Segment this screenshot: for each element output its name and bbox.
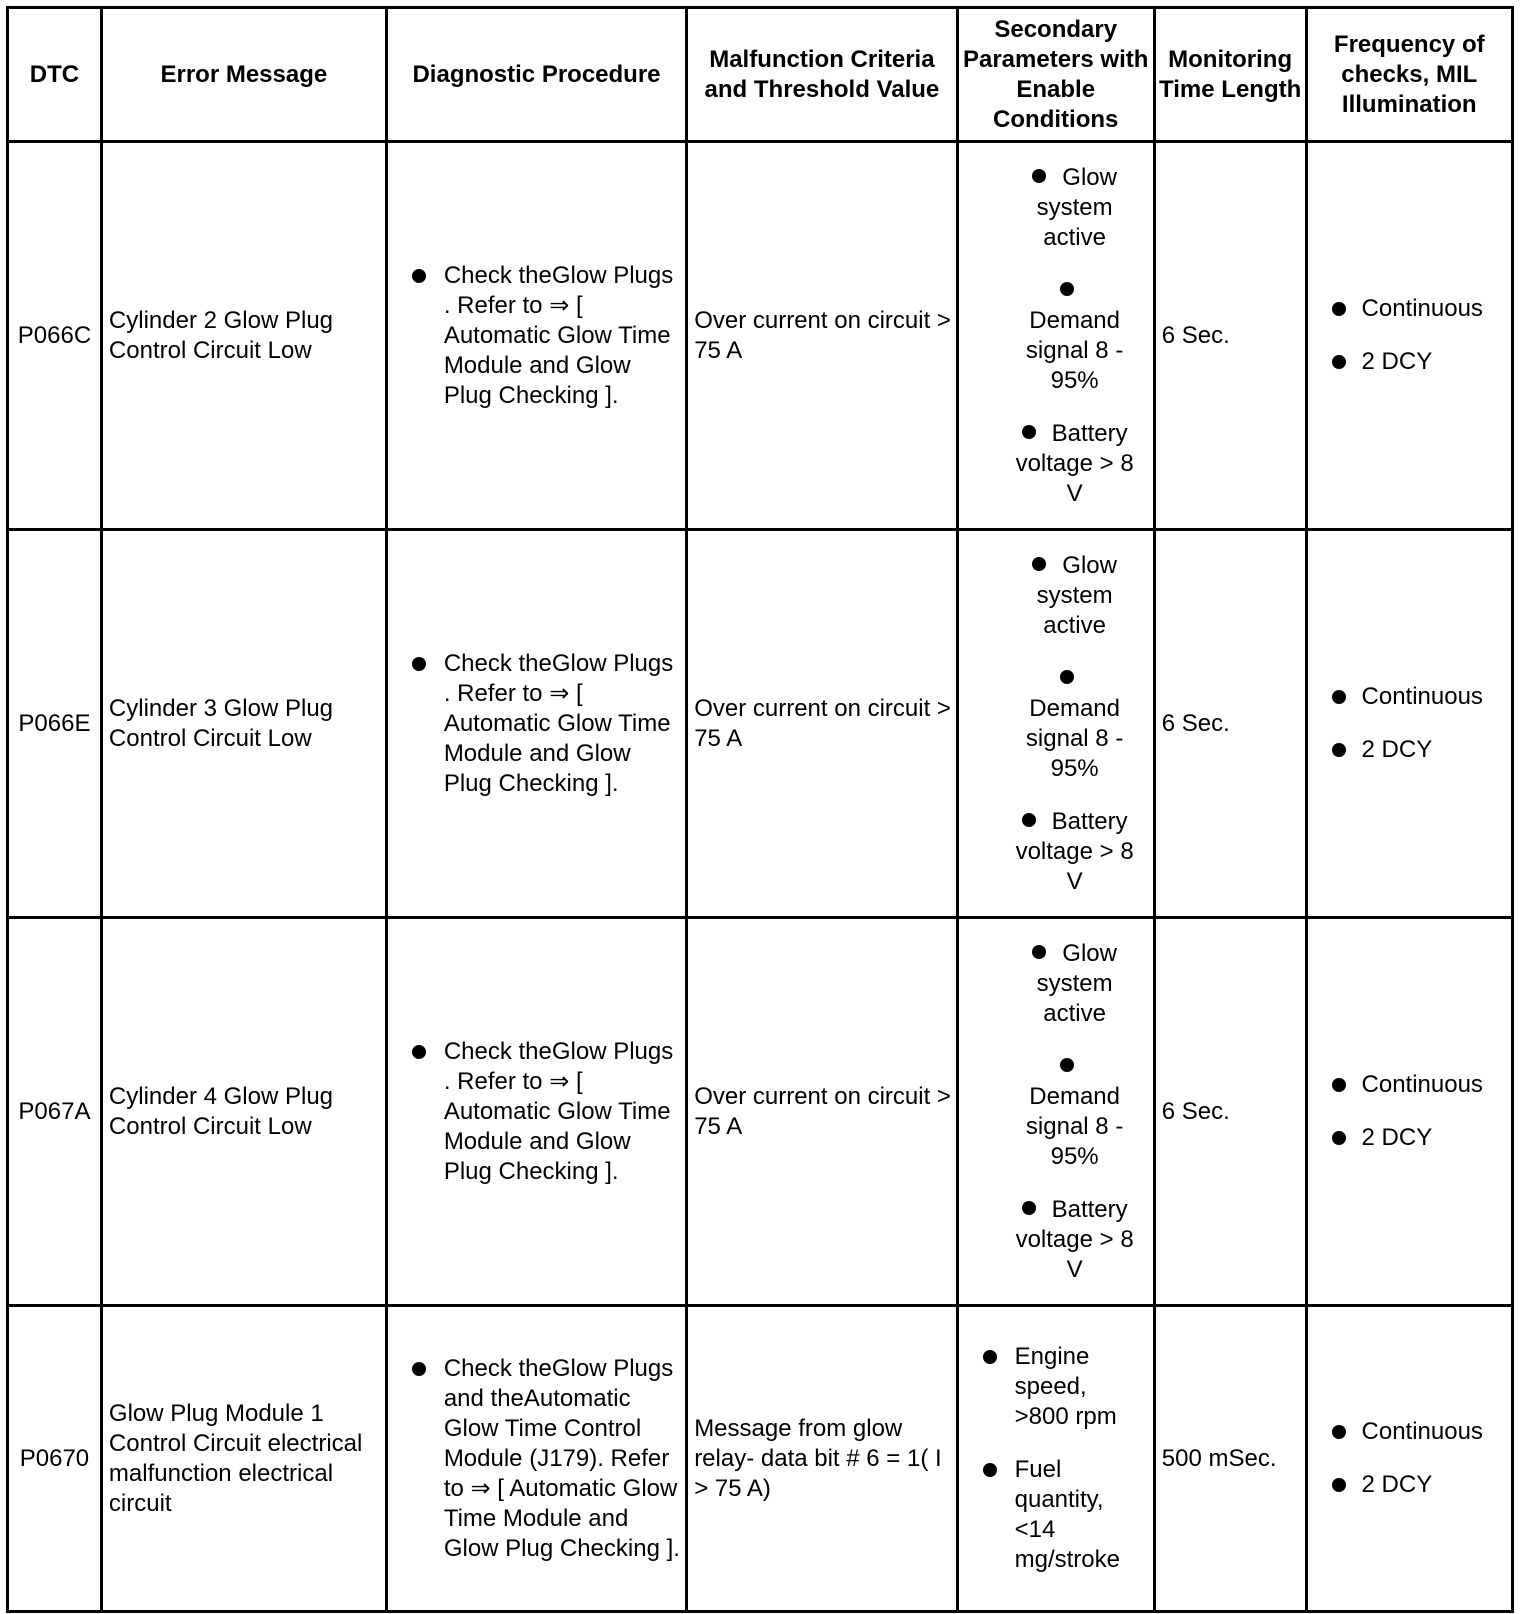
frequency-text: 2 DCY <box>1361 736 1433 763</box>
bullet-icon <box>1060 670 1074 684</box>
list-item <box>444 1037 681 1187</box>
table-row <box>8 142 1513 530</box>
bullet-icon <box>1022 813 1036 827</box>
list-item <box>1362 682 1511 712</box>
dtc-code: P067A <box>8 918 102 1306</box>
secondary-parameters <box>957 530 1154 918</box>
list-item <box>1362 294 1511 324</box>
dtc-table <box>6 6 1514 1613</box>
monitoring-time: 6 Sec. <box>1154 142 1306 530</box>
parameter-text: Battery voltage > 8 V <box>1015 1195 1134 1283</box>
parameter-text: Glow system active <box>1036 163 1117 251</box>
parameter-text: Glow system active <box>1036 939 1117 1027</box>
frequency <box>1306 142 1512 530</box>
list-item <box>444 649 681 799</box>
diagnostic-procedure <box>386 142 686 530</box>
bullet-icon <box>412 1045 426 1059</box>
bullet-icon <box>412 1362 426 1376</box>
bullet-icon <box>1060 1058 1074 1072</box>
frequency <box>1306 918 1512 1306</box>
parameter-text: Demand signal 8 - 95% <box>1025 1082 1124 1170</box>
list-item <box>1015 276 1135 396</box>
malfunction-criteria: Message from glow relay- data bit # 6 = 1( I > 75 A) <box>687 1306 957 1612</box>
procedure-text: Check theGlow Plugs and theAutomatic Glow Time Control Module (J179). Refer to ⇒ [ Automatic Glow Time Module and Glow Plug Checking ]. <box>443 1354 680 1562</box>
parameter-text: Demand signal 8 - 95% <box>1025 694 1124 782</box>
procedure-text: Check theGlow Plugs . Refer to ⇒ [ Automatic Glow Time Module and Glow Plug Checking ]. <box>443 261 674 409</box>
bullet-icon <box>1022 1201 1036 1215</box>
header-frequency: Frequency of checks, MIL Illumination <box>1306 8 1512 142</box>
procedure-text: Check theGlow Plugs . Refer to ⇒ [ Automatic Glow Time Module and Glow Plug Checking ]. <box>443 649 674 797</box>
list-item <box>444 261 681 411</box>
list-item <box>1362 1417 1511 1447</box>
bullet-icon <box>1032 557 1046 571</box>
malfunction-criteria: Over current on circuit > 75 A <box>687 142 957 530</box>
bullet-icon <box>1332 1425 1346 1439</box>
header-secondary-parameters: Secondary Parameters with Enable Conditions <box>957 8 1154 142</box>
secondary-parameters <box>957 918 1154 1306</box>
bullet-icon <box>1332 1078 1346 1092</box>
bullet-icon <box>412 269 426 283</box>
secondary-parameters <box>957 1306 1154 1612</box>
bullet-icon <box>983 1350 997 1364</box>
table-row <box>8 530 1513 918</box>
parameter-text: Fuel quantity, <14 mg/stroke <box>1014 1456 1120 1573</box>
bullet-icon <box>412 657 426 671</box>
list-item <box>1362 347 1511 377</box>
list-item <box>1015 1342 1145 1432</box>
parameter-text: Demand signal 8 - 95% <box>1025 306 1124 394</box>
list-item <box>1015 1455 1145 1575</box>
header-error-message: Error Message <box>101 8 386 142</box>
error-message: Cylinder 2 Glow Plug Control Circuit Low <box>101 142 386 530</box>
list-item <box>1015 163 1135 253</box>
list-item <box>1362 1470 1511 1500</box>
list-item <box>1015 1052 1135 1172</box>
bullet-icon <box>1022 425 1036 439</box>
header-malfunction-criteria: Malfunction Criteria and Threshold Value <box>687 8 957 142</box>
parameter-text: Battery voltage > 8 V <box>1015 419 1134 507</box>
bullet-icon <box>1332 690 1346 704</box>
dtc-code: P066C <box>8 142 102 530</box>
list-item <box>1015 807 1135 897</box>
header-diagnostic-procedure: Diagnostic Procedure <box>386 8 686 142</box>
malfunction-criteria: Over current on circuit > 75 A <box>687 918 957 1306</box>
frequency <box>1306 530 1512 918</box>
parameter-text: Engine speed, >800 rpm <box>1014 1343 1117 1430</box>
parameter-text: Glow system active <box>1036 551 1117 639</box>
header-dtc: DTC <box>8 8 102 142</box>
procedure-text: Check theGlow Plugs . Refer to ⇒ [ Automatic Glow Time Module and Glow Plug Checking ]. <box>443 1037 674 1185</box>
list-item <box>1015 1195 1135 1285</box>
frequency-text: 2 DCY <box>1361 1471 1433 1498</box>
error-message: Cylinder 4 Glow Plug Control Circuit Low <box>101 918 386 1306</box>
diagnostic-procedure <box>386 530 686 918</box>
monitoring-time: 500 mSec. <box>1154 1306 1306 1612</box>
table-header-row <box>8 8 1513 142</box>
parameter-text: Battery voltage > 8 V <box>1015 807 1134 895</box>
bullet-icon <box>1332 1131 1346 1145</box>
bullet-icon <box>1332 1478 1346 1492</box>
error-message: Glow Plug Module 1 Control Circuit electrical malfunction electrical circuit <box>101 1306 386 1612</box>
bullet-icon <box>1032 945 1046 959</box>
bullet-icon <box>983 1463 997 1477</box>
frequency-text: 2 DCY <box>1361 348 1433 375</box>
dtc-code: P0670 <box>8 1306 102 1612</box>
list-item <box>1362 1123 1511 1153</box>
bullet-icon <box>1060 282 1074 296</box>
frequency-text: Continuous <box>1361 1071 1483 1098</box>
list-item <box>1362 735 1511 765</box>
list-item <box>1015 664 1135 784</box>
bullet-icon <box>1332 302 1346 316</box>
diagnostic-procedure <box>386 918 686 1306</box>
diagnostic-procedure <box>386 1306 686 1612</box>
frequency-text: Continuous <box>1361 295 1483 322</box>
bullet-icon <box>1032 169 1046 183</box>
frequency-text: 2 DCY <box>1361 1124 1433 1151</box>
dtc-code: P066E <box>8 530 102 918</box>
list-item <box>1015 939 1135 1029</box>
frequency <box>1306 1306 1512 1612</box>
bullet-icon <box>1332 355 1346 369</box>
list-item <box>1015 551 1135 641</box>
frequency-text: Continuous <box>1361 1418 1483 1445</box>
header-monitoring-time: Monitoring Time Length <box>1154 8 1306 142</box>
table-row <box>8 918 1513 1306</box>
monitoring-time: 6 Sec. <box>1154 918 1306 1306</box>
list-item <box>1362 1070 1511 1100</box>
error-message: Cylinder 3 Glow Plug Control Circuit Low <box>101 530 386 918</box>
frequency-text: Continuous <box>1361 683 1483 710</box>
secondary-parameters <box>957 142 1154 530</box>
list-item <box>444 1354 681 1564</box>
monitoring-time: 6 Sec. <box>1154 530 1306 918</box>
list-item <box>1015 419 1135 509</box>
table-row <box>8 1306 1513 1612</box>
malfunction-criteria: Over current on circuit > 75 A <box>687 530 957 918</box>
bullet-icon <box>1332 743 1346 757</box>
